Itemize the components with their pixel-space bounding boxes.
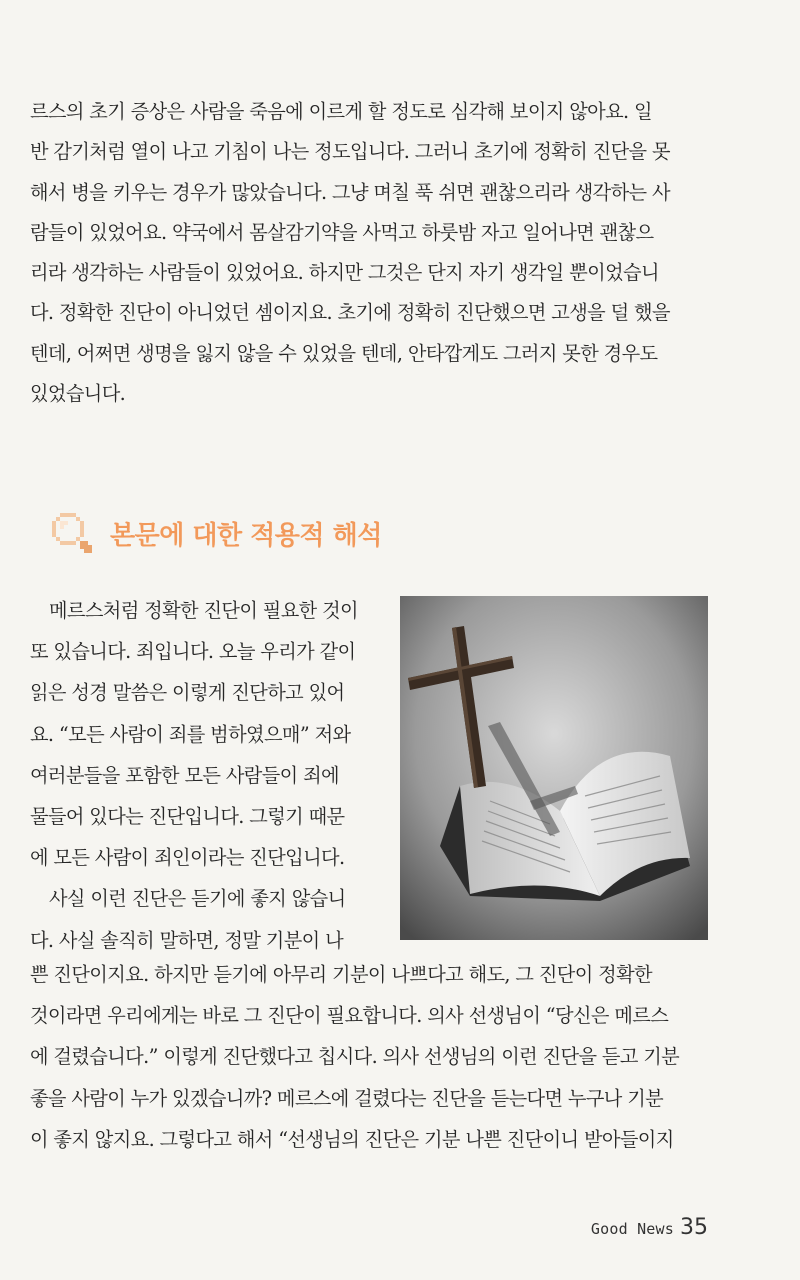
text-line: 쁜 진단이지요. 하지만 듣기에 아무리 기분이 나쁘다고 해도, 그 진단이 정확한: [30, 963, 652, 986]
text-line: 물들어 있다는 진단입니다. 그렇기 때문: [30, 805, 345, 829]
text-line: 에 걸렸습니다.” 이렇게 진단했다고 칩시다. 의사 선생님의 이런 진단을 듣고 기분: [30, 1045, 680, 1069]
bottom-paragraph: [30, 954, 720, 1160]
text-line: 람들이 있었어요. 약국에서 몸살감기약을 사먹고 하룻밤 자고 일어나면 괜찮으: [30, 220, 654, 244]
text-line: 좋을 사람이 누가 있겠습니까? 메르스에 걸렸다는 진단을 듣는다면 누구나 기분: [30, 1086, 664, 1110]
text-line: 있었습니다.: [30, 382, 126, 406]
magnifier-icon: [48, 509, 96, 557]
text-line: 텐데, 어쩌면 생명을 잃지 않을 수 있었을 텐데, 안타깝게도 그러지 못한 경우도: [30, 341, 658, 365]
text-line: 이 좋지 않지요. 그렇다고 해서 “선생님의 진단은 기분 나쁜 진단이니 받아들이지: [30, 1127, 674, 1151]
magazine-name: Good News: [590, 1220, 674, 1238]
cross-and-bible-photo: [400, 596, 708, 940]
text-line: 읽은 성경 말씀은 이렇게 진단하고 있어: [30, 681, 345, 705]
wrap-paragraph: [30, 590, 380, 961]
text-line: 또 있습니다. 죄입니다. 오늘 우리가 같이: [30, 640, 356, 664]
text-line: 반 감기처럼 열이 나고 기침이 나는 정도입니다. 그러니 초기에 정확히 진단을 못: [30, 140, 670, 164]
text-line: 요. “모든 사람이 죄를 범하였으매” 저와: [30, 722, 351, 746]
text-line: 사실 이런 진단은 듣기에 좋지 않습니: [49, 887, 346, 911]
section-title: 본문에 대한 적용적 해석: [110, 520, 382, 551]
text-line: 해서 병을 키우는 경우가 많았습니다. 그냥 며칠 푹 쉬면 괜찮으리라 생각하는 사: [30, 180, 670, 204]
top-paragraph: [30, 92, 720, 414]
section-heading: [48, 508, 382, 558]
page-footer: [591, 1215, 708, 1240]
text-line: 다. 사실 솔직히 말하면, 정말 기분이 나: [30, 928, 344, 952]
text-line: 리라 생각하는 사람들이 있었어요. 하지만 그것은 단지 자기 생각일 뿐이었습니: [30, 261, 659, 285]
text-line: 에 모든 사람이 죄인이라는 진단입니다.: [30, 846, 345, 870]
text-line: 메르스처럼 정확한 진단이 필요한 것이: [49, 599, 358, 622]
text-line: 것이라면 우리에게는 바로 그 진단이 필요합니다. 의사 선생님이 “당신은 메르스: [30, 1004, 669, 1028]
page-number: 35: [680, 1215, 708, 1240]
text-line: 르스의 초기 증상은 사람을 죽음에 이르게 할 정도로 심각해 보이지 않아요. 일: [30, 100, 652, 123]
text-line: 다. 정확한 진단이 아니었던 셈이지요. 초기에 정확히 진단했으면 고생을 덜 했을: [30, 301, 670, 325]
text-line: 여러분들을 포함한 모든 사람들이 죄에: [30, 763, 339, 787]
